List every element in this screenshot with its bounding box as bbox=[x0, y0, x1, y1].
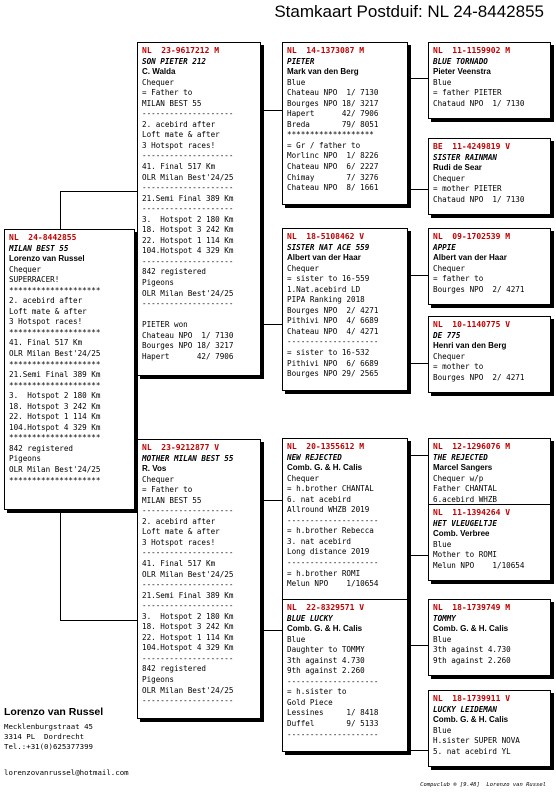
card-line: 842 registered bbox=[9, 443, 74, 453]
connector-line bbox=[410, 189, 428, 190]
card-line: ******************** bbox=[9, 285, 101, 295]
pigeon-name: THE REJECTED bbox=[433, 452, 488, 462]
card-line: -------------------- bbox=[287, 676, 379, 686]
breeder-name: Albert van der Haar bbox=[287, 253, 361, 263]
card-line: Lessines 1/ 8418 bbox=[287, 708, 379, 718]
pigeon-name: MOTHER MILAN BEST 55 bbox=[142, 453, 234, 463]
card-line: Pithivi NPO 4/ 6689 bbox=[287, 316, 379, 326]
card-line: = father PIETER bbox=[433, 88, 502, 98]
card-line: -------------------- bbox=[142, 601, 234, 611]
pedigree-card-mmf bbox=[428, 599, 551, 676]
card-line: Chequer bbox=[9, 264, 42, 274]
card-line: Mother to ROMI bbox=[433, 550, 498, 560]
card-line: Pithivi NPO 6/ 6689 bbox=[287, 358, 379, 368]
card-line: -------------------- bbox=[142, 256, 234, 266]
card-line: 41. Final 517 Km bbox=[142, 162, 216, 172]
ring-number: NL 20-1355612 M bbox=[287, 442, 365, 451]
card-line: ******************** bbox=[9, 433, 101, 443]
card-line: ******************** bbox=[9, 359, 101, 369]
card-line: Chequer bbox=[433, 173, 466, 183]
card-line: = Father to bbox=[142, 88, 193, 98]
card-line: Chequer bbox=[433, 263, 466, 273]
card-line: 3 Hotspot races! bbox=[142, 140, 216, 150]
card-line: Hapert 42/ 7906 bbox=[142, 351, 234, 361]
pedigree-card-father-mother bbox=[282, 228, 408, 391]
ring-number: NL 09-1702539 M bbox=[433, 232, 511, 241]
card-line: 842 registered bbox=[142, 664, 207, 674]
connector-line bbox=[410, 363, 428, 364]
card-line: -------------------- bbox=[142, 183, 234, 193]
pigeon-name: SON PIETER 212 bbox=[142, 56, 207, 66]
card-line: 22. Hotspot 1 114 Km bbox=[142, 235, 234, 245]
card-line: 6.acebird WHZB bbox=[433, 494, 498, 504]
pigeon-name: LUCKY LEIDEMAN bbox=[433, 704, 498, 714]
card-line: Chateau NPO 4/ 4271 bbox=[287, 326, 379, 336]
card-line: Long distance 2019 bbox=[287, 547, 370, 557]
ring-number: NL 11-1394264 V bbox=[433, 508, 511, 517]
card-line: = h.brother Rebecca bbox=[287, 526, 374, 536]
connector-line bbox=[262, 500, 282, 501]
card-line: ******************** bbox=[9, 327, 101, 337]
card-line: Chequer bbox=[287, 263, 320, 273]
connector-line bbox=[60, 510, 61, 620]
card-line: 6. nat acebird bbox=[287, 494, 352, 504]
card-line: Blue bbox=[433, 539, 452, 549]
card-line: Loft mate & after bbox=[9, 306, 87, 316]
connector-line bbox=[262, 110, 282, 111]
card-line: Blue bbox=[433, 634, 452, 644]
pigeon-name: BLUE TORNADO bbox=[433, 56, 488, 66]
pedigree-card-fmf bbox=[428, 228, 551, 305]
connector-line bbox=[60, 191, 61, 229]
card-line: Daughter to TOMMY bbox=[287, 645, 365, 655]
card-line: 21.Semi Final 389 Km bbox=[142, 590, 234, 600]
owner-address-city: 3314 PL Dordrecht bbox=[4, 732, 85, 741]
breeder-name: Lorenzo van Russel bbox=[9, 254, 85, 264]
card-line: 1.Nat.acebird LD bbox=[287, 284, 361, 294]
breeder-name: Comb. G. & H. Calis bbox=[433, 624, 509, 634]
pedigree-card-father-father bbox=[282, 42, 408, 205]
pedigree-card-mother bbox=[137, 439, 261, 719]
card-line: 104.Hotspot 4 329 Km bbox=[142, 643, 234, 653]
connector-line bbox=[410, 555, 428, 556]
card-line: 18. Hotspot 3 242 Km bbox=[9, 401, 101, 411]
pedigree-card-mmm bbox=[428, 690, 551, 767]
card-line: H.sister SUPER NOVA bbox=[433, 736, 520, 746]
card-line: PIPA Ranking 2018 bbox=[287, 295, 365, 305]
card-line: PIETER won bbox=[142, 320, 188, 330]
card-line: 22. Hotspot 1 114 Km bbox=[9, 412, 101, 422]
owner-block bbox=[4, 706, 103, 752]
ring-number: NL 12-1296076 M bbox=[433, 442, 511, 451]
pigeon-name: SISTER RAINMAN bbox=[433, 152, 498, 162]
pedigree-card-mother-mother bbox=[282, 599, 408, 752]
card-line: 2. acebird after bbox=[142, 516, 216, 526]
pedigree-card-fmm bbox=[428, 316, 551, 393]
breeder-name: Comb. G. & H. Calis bbox=[287, 624, 363, 634]
pedigree-card-fff bbox=[428, 42, 551, 119]
card-line: Gold Piece bbox=[287, 697, 333, 707]
card-line: ******************** bbox=[9, 475, 101, 485]
card-line: 9th against 2.260 bbox=[433, 655, 511, 665]
card-line: -------------------- bbox=[287, 515, 379, 525]
card-line: 3th against 4.730 bbox=[433, 645, 511, 655]
card-line: -------------------- bbox=[142, 580, 234, 590]
card-line: = father to bbox=[433, 274, 484, 284]
card-line: MILAN BEST 55 bbox=[142, 98, 202, 108]
card-line: = mother to bbox=[433, 362, 484, 372]
card-line: 3th against 4.730 bbox=[287, 655, 365, 665]
breeder-name: R. Vos bbox=[142, 464, 167, 474]
ring-number: NL 23-9212877 V bbox=[142, 443, 220, 452]
card-line: SUPERRACER! bbox=[9, 275, 60, 285]
card-line: Bourges NPO 2/ 4271 bbox=[433, 284, 525, 294]
card-line: = sister to 16-532 bbox=[287, 348, 370, 358]
ring-number: NL 18-1739911 V bbox=[433, 694, 511, 703]
card-line: OLR Milan Best'24/25 bbox=[142, 172, 234, 182]
breeder-name: Marcel Sangers bbox=[433, 463, 493, 473]
pigeon-name: NEW REJECTED bbox=[287, 452, 342, 462]
card-line: Loft mate & after bbox=[142, 527, 220, 537]
card-line: Father CHANTAL bbox=[433, 484, 498, 494]
card-line: 9th against 2.260 bbox=[287, 666, 365, 676]
card-line: OLR Milan Best'24/25 bbox=[142, 569, 234, 579]
pedigree-card-mfm bbox=[428, 504, 551, 581]
card-line: OLR Milan Best'24/25 bbox=[9, 465, 101, 475]
card-line: Hapert 42/ 7906 bbox=[287, 109, 379, 119]
connector-line bbox=[262, 630, 282, 631]
connector-line bbox=[262, 110, 263, 324]
card-line: -------------------- bbox=[142, 696, 234, 706]
card-line: 3. Hotspot 2 180 Km bbox=[142, 214, 234, 224]
ring-number: NL 22-8329571 V bbox=[287, 603, 365, 612]
card-line: Morlinc NPO 1/ 8226 bbox=[287, 151, 379, 161]
card-line: Bourges NPO 2/ 4271 bbox=[287, 305, 379, 315]
card-line: = h.brother ROMI bbox=[287, 568, 361, 578]
card-line: -------------------- bbox=[287, 729, 379, 739]
pedigree-card-ffm bbox=[428, 138, 551, 215]
card-line: Blue bbox=[433, 725, 452, 735]
pigeon-name: PIETER bbox=[287, 56, 315, 66]
card-line bbox=[142, 310, 256, 321]
card-line: Chequer bbox=[287, 473, 320, 483]
breeder-name: Mark van den Berg bbox=[287, 67, 359, 77]
card-line: Melun NPO 1/10654 bbox=[287, 579, 379, 589]
card-line: ******************* bbox=[287, 130, 374, 140]
card-line: 21.Semi Final 389 Km bbox=[9, 370, 101, 380]
connector-line bbox=[60, 620, 137, 621]
card-line: -------------------- bbox=[142, 548, 234, 558]
card-line: 104.Hotspot 4 329 Km bbox=[142, 246, 234, 256]
connector-line bbox=[410, 645, 428, 646]
card-line: = h.brother CHANTAL bbox=[287, 484, 374, 494]
card-line: Loft mate & after bbox=[142, 130, 220, 140]
card-line: 104.Hotspot 4 329 Km bbox=[9, 422, 101, 432]
pedigree-card-subject bbox=[4, 229, 135, 510]
pigeon-name: HET VLEUGELTJE bbox=[433, 518, 498, 528]
card-line: 3. Hotspot 2 180 Km bbox=[9, 391, 101, 401]
card-line: = sister to 16-559 bbox=[287, 274, 370, 284]
ring-number: BE 11-4249819 V bbox=[433, 142, 511, 151]
owner-phone: Tel.:+31(0)625377399 bbox=[4, 742, 93, 751]
card-line: 842 registered bbox=[142, 267, 207, 277]
card-line: Bourges NPO 18/ 3217 bbox=[287, 98, 379, 108]
pigeon-name: TOMMY bbox=[433, 613, 456, 623]
card-line: 3. Hotspot 2 180 Km bbox=[142, 611, 234, 621]
card-line: Chateau NPO 1/ 7130 bbox=[287, 88, 379, 98]
card-line: 18. Hotspot 3 242 Km bbox=[142, 225, 234, 235]
breeder-name: Comb. Verbree bbox=[433, 529, 490, 539]
card-line: 22. Hotspot 1 114 Km bbox=[142, 632, 234, 642]
breeder-name: Albert van der Haar bbox=[433, 253, 507, 263]
breeder-name: Henri van den Berg bbox=[433, 341, 507, 351]
card-line: Bourges NPO 29/ 2565 bbox=[287, 369, 379, 379]
breeder-name: Pieter Veenstra bbox=[433, 67, 491, 77]
breeder-name: C. Walda bbox=[142, 67, 176, 77]
owner-email[interactable]: lorenzovanrussel@hotmail.com bbox=[4, 768, 129, 777]
page-title: Stamkaart Postduif: NL 24-8442855 bbox=[274, 2, 544, 21]
connector-line bbox=[410, 750, 428, 751]
card-line: -------------------- bbox=[142, 299, 234, 309]
card-line: Bourges NPO 18/ 3217 bbox=[142, 341, 234, 351]
ring-number: NL 18-5108462 V bbox=[287, 232, 365, 241]
card-line: Duffel 9/ 5133 bbox=[287, 719, 379, 729]
pigeon-name: MILAN BEST 55 bbox=[9, 243, 69, 253]
card-line: = h.sister to bbox=[287, 687, 347, 697]
pedigree-card-mother-father bbox=[282, 438, 408, 601]
card-line: 18. Hotspot 3 242 Km bbox=[142, 622, 234, 632]
pigeon-name: APPIE bbox=[433, 242, 456, 252]
connector-line bbox=[410, 455, 411, 555]
card-line: ******************** bbox=[9, 380, 101, 390]
pedigree-card-father bbox=[137, 42, 261, 376]
card-line: 3 Hotspot races! bbox=[142, 537, 216, 547]
card-line: -------------------- bbox=[142, 204, 234, 214]
card-line: -------------------- bbox=[287, 337, 379, 347]
ring-number: NL 10-1140775 V bbox=[433, 320, 511, 329]
card-line: 3. nat acebird bbox=[287, 536, 352, 546]
card-line: -------------------- bbox=[287, 558, 379, 568]
connector-line bbox=[262, 500, 263, 630]
card-line: Blue bbox=[287, 77, 306, 87]
card-line: Breda 79/ 8051 bbox=[287, 119, 379, 129]
connector-line bbox=[410, 275, 411, 363]
card-line: Chequer bbox=[142, 77, 175, 87]
breeder-name: Rudi de Sear bbox=[433, 163, 482, 173]
card-line: Blue bbox=[433, 77, 452, 87]
card-line: MILAN BEST 55 bbox=[142, 495, 202, 505]
card-line: Blue bbox=[287, 634, 306, 644]
connector-line bbox=[410, 78, 411, 189]
card-line: Chequer bbox=[433, 351, 466, 361]
card-line: Allround WHZB 2019 bbox=[287, 505, 370, 515]
card-line: 3 Hotspot races! bbox=[9, 317, 83, 327]
card-line: Chequer w/p bbox=[433, 473, 484, 483]
card-line: = Father to bbox=[142, 485, 193, 495]
card-line: Chateau NPO 1/ 7130 bbox=[142, 330, 234, 340]
card-line: -------------------- bbox=[142, 109, 234, 119]
card-line: Chequer bbox=[142, 474, 175, 484]
card-line: = Gr / father to bbox=[287, 140, 361, 150]
card-line: Pigeons bbox=[142, 675, 175, 685]
card-line: Chateau NPO 6/ 2227 bbox=[287, 162, 379, 172]
pigeon-name: SISTER NAT ACE 559 bbox=[287, 242, 370, 252]
footer-credit: Compuclub ® [9.48] Lorenzo van Russel bbox=[420, 782, 546, 788]
card-line: OLR Milan Best'24/25 bbox=[142, 685, 234, 695]
card-line: Pigeons bbox=[9, 454, 42, 464]
ring-number: NL 24-8442855 bbox=[9, 233, 77, 242]
card-line: Bourges NPO 2/ 4271 bbox=[433, 372, 525, 382]
card-line: OLR Milan Best'24/25 bbox=[142, 288, 234, 298]
card-line: 41. Final 517 Km bbox=[9, 338, 83, 348]
pigeon-name: DE 775 bbox=[433, 330, 461, 340]
card-line: Chataud NPO 1/ 7130 bbox=[433, 194, 525, 204]
card-line: Pigeons bbox=[142, 278, 175, 288]
ring-number: NL 23-9617212 M bbox=[142, 46, 220, 55]
pigeon-name: BLUE LUCKY bbox=[287, 613, 333, 623]
card-line: 5. nat acebird YL bbox=[433, 746, 511, 756]
card-line: OLR Milan Best'24/25 bbox=[9, 349, 101, 359]
owner-name: Lorenzo van Russel bbox=[4, 706, 104, 718]
breeder-name: Comb. G. & H. Calis bbox=[287, 463, 363, 473]
connector-line bbox=[410, 645, 411, 750]
card-line: 2. acebird after bbox=[142, 119, 216, 129]
connector-line bbox=[262, 324, 282, 325]
card-line: 2. acebird after bbox=[9, 296, 83, 306]
card-line: = mother PIETER bbox=[433, 184, 502, 194]
card-line: 41. Final 517 Km bbox=[142, 559, 216, 569]
ring-number: NL 14-1373087 M bbox=[287, 46, 365, 55]
breeder-name: Comb. G. & H. Calis bbox=[433, 715, 509, 725]
owner-address-street: Mecklenburgstraat 45 bbox=[4, 722, 93, 731]
card-line: 21.Semi Final 389 Km bbox=[142, 193, 234, 203]
card-line: -------------------- bbox=[142, 151, 234, 161]
connector-line bbox=[410, 455, 428, 456]
card-line: Melun NPO 1/10654 bbox=[433, 560, 525, 570]
card-line: -------------------- bbox=[142, 653, 234, 663]
connector-line bbox=[410, 78, 428, 79]
card-line: Chataud NPO 1/ 7130 bbox=[433, 98, 525, 108]
ring-number: NL 18-1739749 M bbox=[433, 603, 511, 612]
connector-line bbox=[410, 275, 428, 276]
connector-line bbox=[60, 191, 137, 192]
card-line: -------------------- bbox=[142, 506, 234, 516]
card-line: Chateau NPO 8/ 1661 bbox=[287, 183, 379, 193]
ring-number: NL 11-1159902 M bbox=[433, 46, 511, 55]
card-line: Chimay 7/ 3276 bbox=[287, 172, 379, 182]
